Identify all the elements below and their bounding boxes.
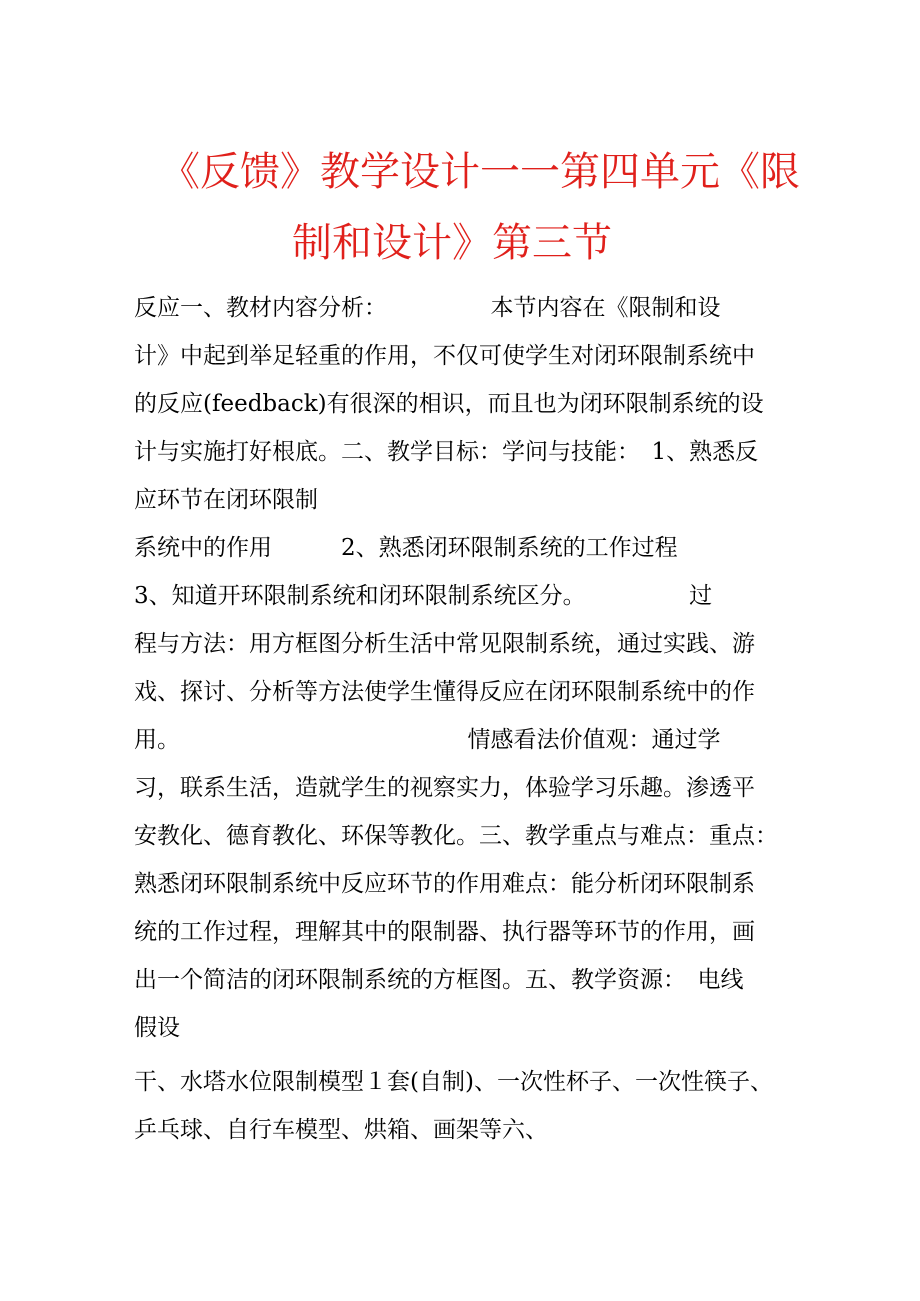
body-line-9: 戏、探讨、分析等方法使学生懂得反应在闭环限制系统中的作 xyxy=(134,679,755,705)
body-line-4: 计与实施打好根底。二、教学目标：学问与技能： 1、熟悉反 xyxy=(134,439,759,465)
body-line-8: 程与方法：用方框图分析生活中常见限制系统，通过实践、游 xyxy=(134,631,755,657)
body-line-14: 统的工作过程，理解其中的限制器、执行器等环节的作用，画 xyxy=(134,919,755,945)
body-line-5: 应环节在闭环限制 xyxy=(134,487,318,513)
title-line-2: 制和设计》第三节 xyxy=(292,220,612,266)
body-line-10: 用。 情感看法价值观：通过学 xyxy=(134,727,721,753)
body-line-1: 反应一、教材内容分析： 本节内容在《限制和设 xyxy=(134,295,721,321)
body-line-2: 计》中起到举足轻重的作用，不仅可使学生对闭环限制系统中 xyxy=(134,343,755,369)
body-line-3: 的反应(feedback)有很深的相识，而且也为闭环限制系统的设 xyxy=(134,391,764,417)
body-line-11: 习，联系生活，造就学生的视察实力，体验学习乐趣。渗透平 xyxy=(134,775,755,801)
body-line-18: 乒乓球、自行车模型、烘箱、画架等六、 xyxy=(134,1117,548,1143)
body-line-13: 熟悉闭环限制系统中反应环节的作用难点：能分析闭环限制系 xyxy=(134,871,755,897)
body-line-17: 干、水塔水位限制模型１套(自制)、一次性杯子、一次性筷子、 xyxy=(134,1069,773,1095)
body-line-15: 出一个简洁的闭环限制系统的方框图。五、教学资源： 电线 xyxy=(134,967,744,993)
title-line-1: 《反馈》教学设计一一第四单元《限 xyxy=(160,149,800,195)
body-line-6: 系统中的作用 2、熟悉闭环限制系统的工作过程 xyxy=(134,535,678,561)
body-line-7: 3、知道开环限制系统和闭环限制系统区分。 过 xyxy=(134,583,713,609)
body-line-16: 假设 xyxy=(134,1015,180,1041)
body-line-12: 安教化、德育教化、环保等教化。三、教学重点与难点：重点： xyxy=(134,823,778,849)
